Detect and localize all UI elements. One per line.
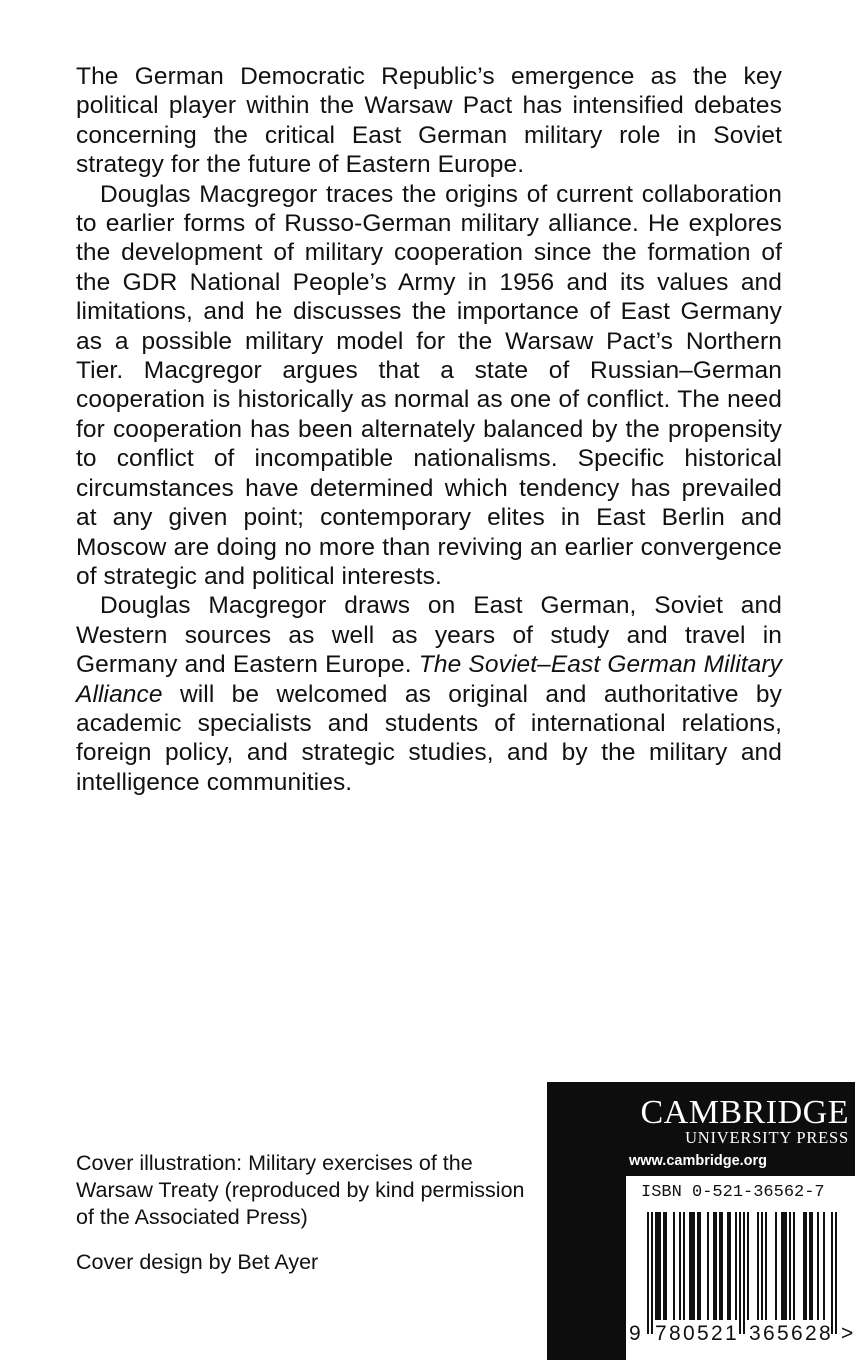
barcode-bar bbox=[727, 1212, 731, 1320]
blurb-text bbox=[76, 62, 782, 797]
publisher-url: www.cambridge.org bbox=[629, 1153, 768, 1169]
barcode-bar bbox=[817, 1212, 819, 1320]
barcode-bar bbox=[765, 1212, 767, 1320]
barcode-bar bbox=[683, 1212, 685, 1320]
barcode-bar bbox=[793, 1212, 795, 1320]
publisher-logo-subtitle: UNIVERSITY PRESS bbox=[685, 1128, 849, 1147]
barcode-graphic bbox=[626, 1176, 855, 1360]
barcode-bar bbox=[761, 1212, 763, 1320]
barcode-bar bbox=[735, 1212, 737, 1320]
blurb-paragraph-2: Douglas Macgregor traces the origins of current collaboration to earlier forms of Russo-German military alliance. He explores the development of military cooperation since the formation of the GDR National People’s Army in 1956 and its values and limitations, and he discusses the importance of East Germany as a possible military model for the Warsaw Pact’s Northern Tier. Macgregor argues that a state of Russian–German cooperation is historically as normal as one of conflict. The need for cooperation has been alternately balanced by the propensity to conflict of incompatible nationalisms. Specific historical circumstances have determined which tendency has prevailed at any given point; contemporary elites in East Berlin and Moscow are doing no more than reviving an earlier convergence of strategic and political interests. bbox=[76, 180, 782, 590]
barcode-bar bbox=[679, 1212, 681, 1320]
barcode-bar bbox=[835, 1212, 837, 1334]
barcode-bar bbox=[803, 1212, 807, 1320]
barcode-bar bbox=[775, 1212, 777, 1320]
barcode-digit: 3 bbox=[749, 1322, 761, 1345]
barcode-bar bbox=[663, 1212, 667, 1320]
cover-illustration-credit: Cover illustration: Military exercises of the Warsaw Treaty (reproduced by kind permission of the Associated Press) bbox=[76, 1151, 525, 1229]
blurb-paragraph-3-tail: will be welcomed as original and authoritative by academic specialists and students of international relations, foreign policy, and strategic studies, and by the military and intelligence communities. bbox=[76, 680, 782, 796]
barcode-panel bbox=[626, 1176, 855, 1360]
barcode-bar bbox=[831, 1212, 833, 1334]
barcode-digit: 5 bbox=[777, 1322, 789, 1345]
barcode-bars bbox=[647, 1212, 837, 1334]
barcode-bar bbox=[747, 1212, 749, 1320]
barcode-bar bbox=[739, 1212, 741, 1334]
barcode-digit: 6 bbox=[763, 1322, 775, 1345]
book-title-italic: The Soviet–East German Military Alliance bbox=[76, 651, 782, 708]
barcode-digit: 1 bbox=[725, 1322, 737, 1345]
barcode-bar bbox=[789, 1212, 791, 1320]
barcode-bar bbox=[673, 1212, 675, 1320]
cover-design-credit: Cover design by Bet Ayer bbox=[76, 1250, 319, 1274]
publisher-logo-name: CAMBRIDGE bbox=[640, 1094, 849, 1131]
barcode-digit: 6 bbox=[791, 1322, 803, 1345]
barcode-bar bbox=[647, 1212, 649, 1334]
barcode-bar bbox=[781, 1212, 787, 1320]
barcode-digit: 2 bbox=[711, 1322, 723, 1345]
barcode-bar bbox=[719, 1212, 723, 1320]
barcode-bar bbox=[743, 1212, 745, 1334]
barcode-digit: 9 bbox=[629, 1322, 641, 1345]
barcode-digit: 2 bbox=[805, 1322, 817, 1345]
blurb-paragraph-3-lead: Douglas Macgregor draws on East German, Soviet and Western sources as well as years of study and travel in Germany and Eastern Europe. bbox=[76, 592, 782, 679]
blurb-paragraph-1: The German Democratic Republic’s emergence as the key political player within the Warsaw Pact has intensified debates concerning the critical East German military role in Soviet strategy for the future of Eastern Europe. bbox=[76, 63, 782, 179]
barcode-bar bbox=[823, 1212, 825, 1320]
barcode-bar bbox=[689, 1212, 695, 1320]
barcode-bar bbox=[809, 1212, 813, 1320]
barcode-bar bbox=[713, 1212, 717, 1320]
isbn-label: ISBN 0-521-36562-7 bbox=[641, 1183, 825, 1202]
barcode-bar bbox=[757, 1212, 759, 1320]
barcode-bar bbox=[707, 1212, 709, 1320]
barcode-digit: 8 bbox=[819, 1322, 831, 1345]
publisher-block bbox=[547, 1082, 855, 1360]
barcode-end-mark: > bbox=[841, 1322, 854, 1345]
blurb-paragraph-3 bbox=[76, 591, 782, 797]
barcode-digits bbox=[629, 1322, 853, 1345]
barcode-bar bbox=[655, 1212, 661, 1320]
barcode-digit: 8 bbox=[669, 1322, 681, 1345]
barcode-digit: 0 bbox=[683, 1322, 695, 1345]
barcode-digit: 5 bbox=[697, 1322, 709, 1345]
barcode-bar bbox=[651, 1212, 653, 1334]
cover-credits bbox=[76, 1150, 546, 1276]
barcode-digit: 7 bbox=[655, 1322, 667, 1345]
barcode-bar bbox=[697, 1212, 701, 1320]
